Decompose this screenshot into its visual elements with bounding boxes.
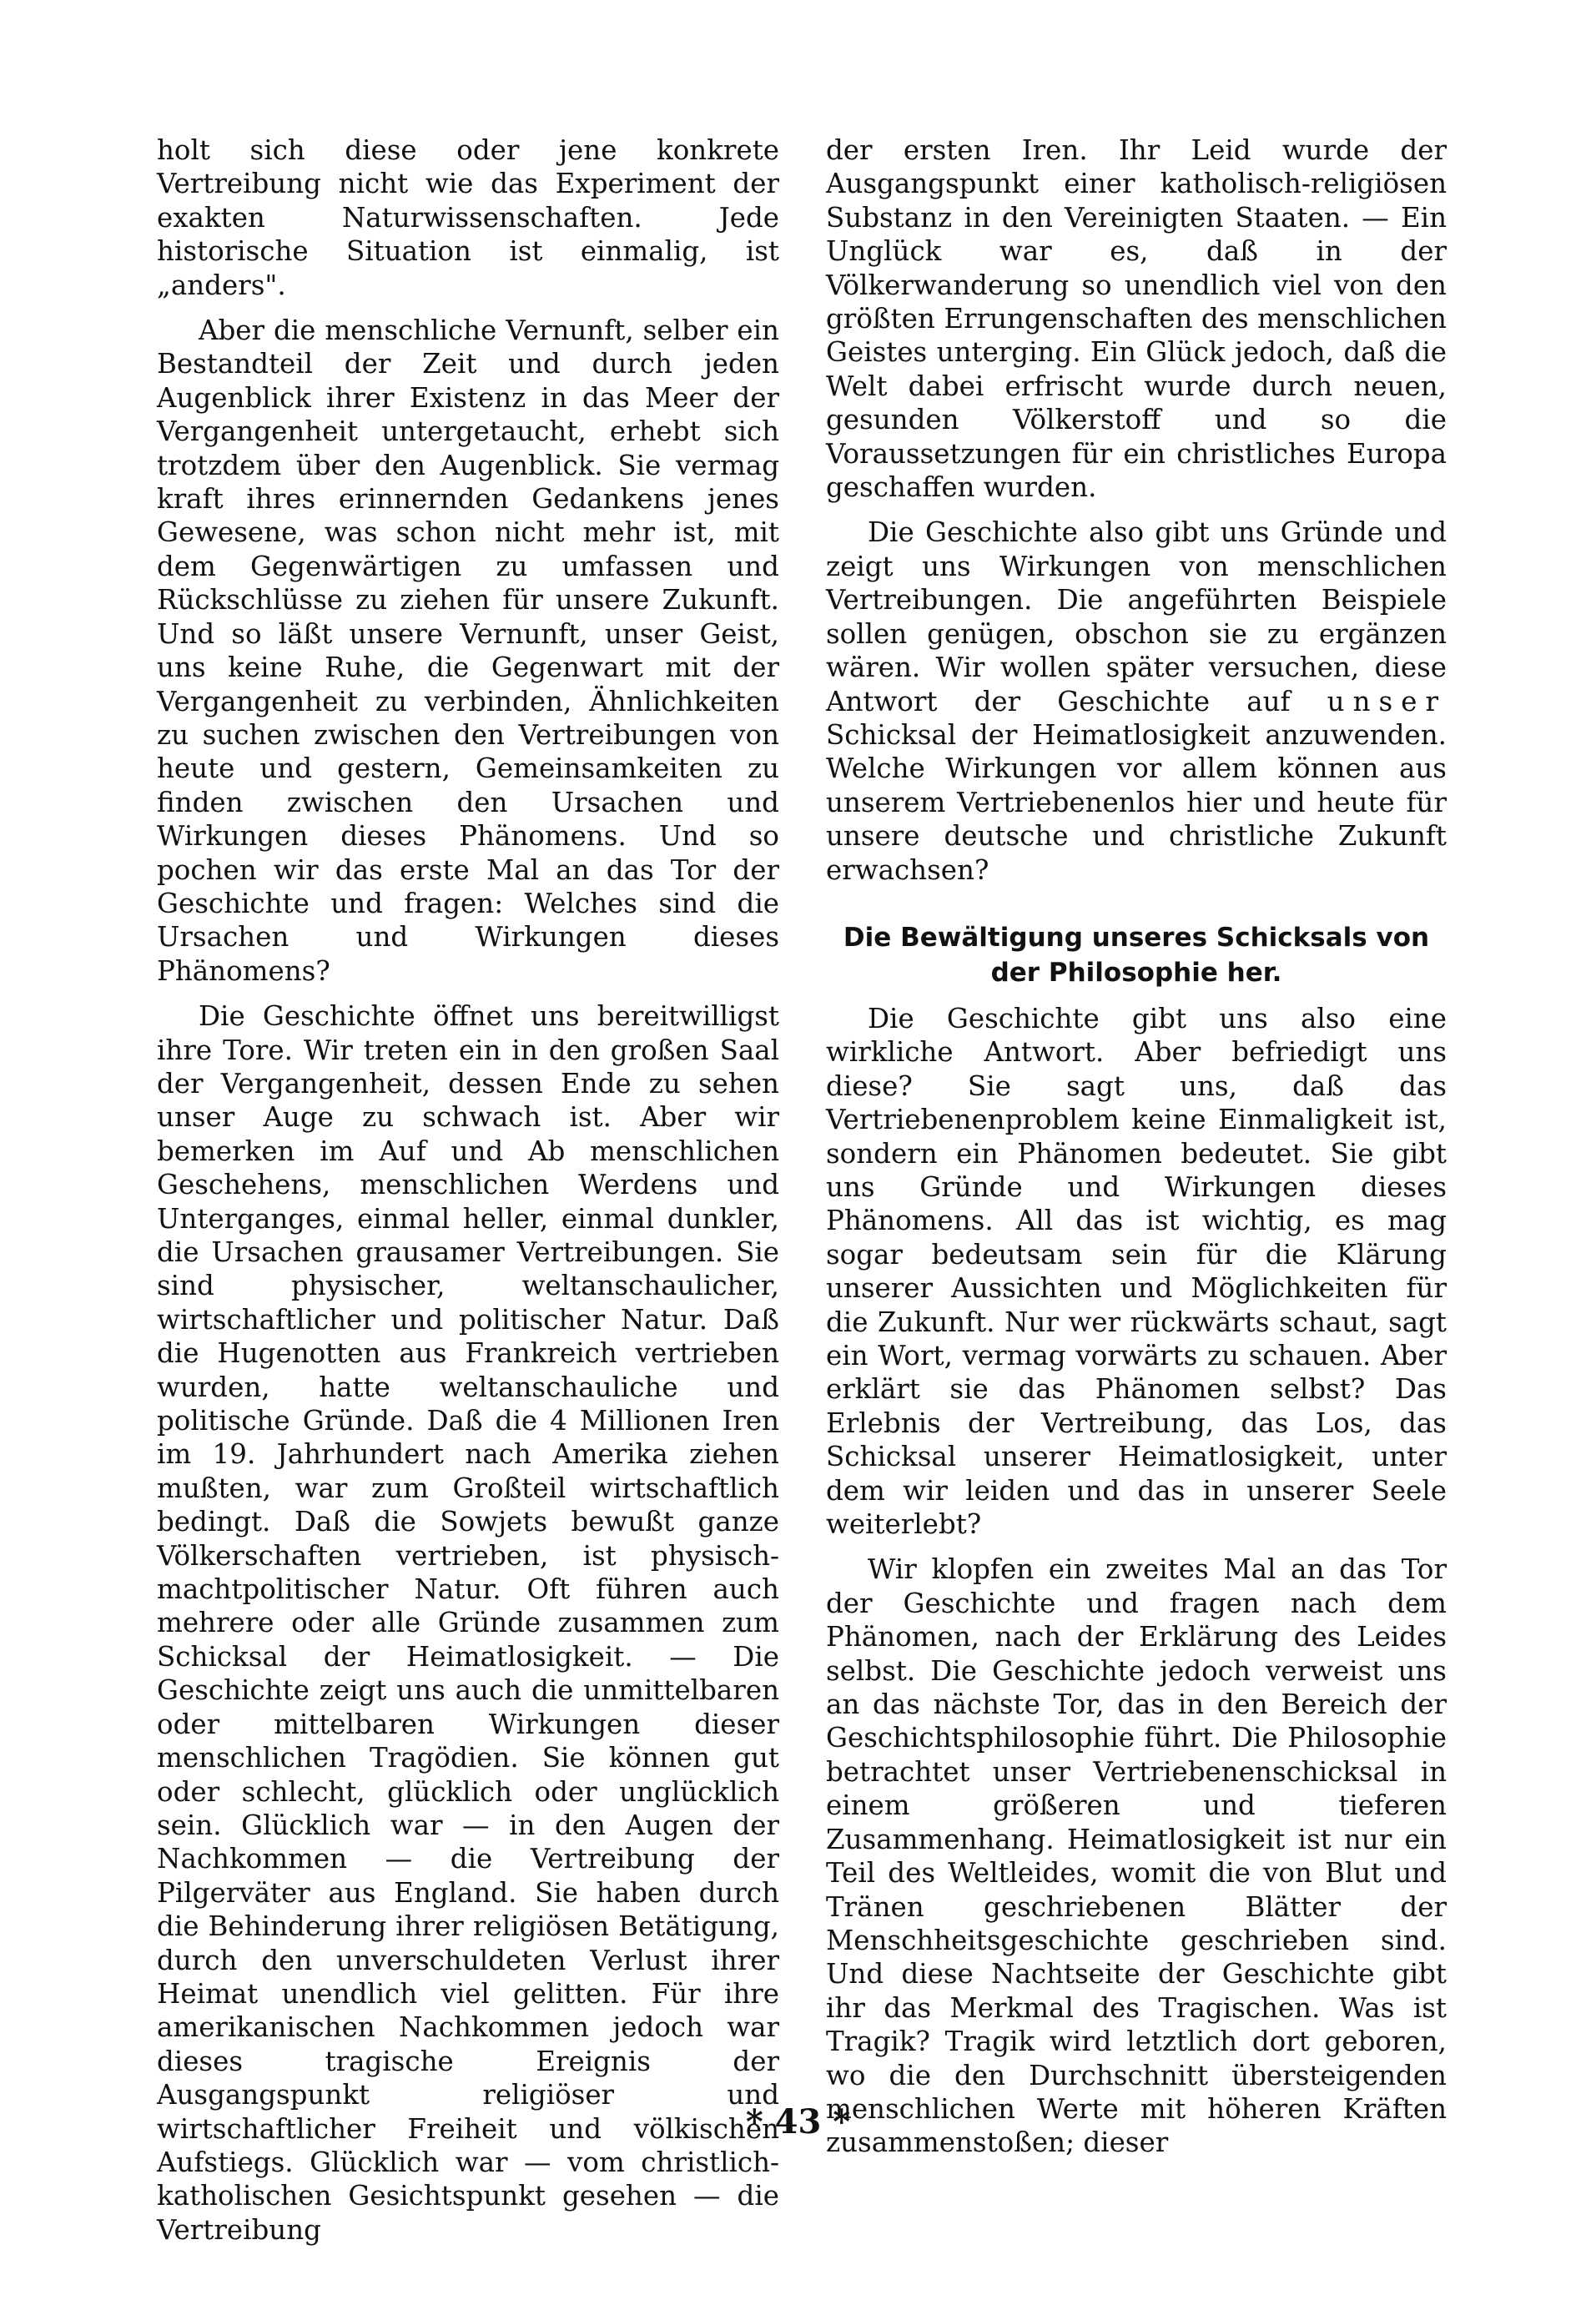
paragraph: der ersten Iren. Ihr Leid wurde der Ausgangspunkt einer katholisch-religiösen Substanz in den Vereinigten Staaten. — Ein Unglück war es, daß in der Völkerwanderung so unendlich viel von den größten Errungenschaften des menschlichen Geistes unterging. Ein Glück jedoch, daß die Welt dabei erfrischt wurde durch neuen, gesunden Völkerstoff und so die Voraussetzungen für ein christliches Europa geschaffen wurden. (826, 134, 1447, 504)
paragraph: Die Geschichte gibt uns also eine wirkliche Antwort. Aber befriedigt uns diese? Sie sagt uns, daß das Vertriebenenproblem keine Einmaligkeit ist, sondern ein Phänomen bedeutet. Sie gibt uns Gründe und Wirkungen dieses Phänomens. All das ist wichtig, es mag sogar bedeutsam sein für die Klärung unserer Aussichten und Möglichkeiten für die Zukunft. Nur wer rückwärts schaut, sagt ein Wort, vermag vorwärts zu schauen. Aber erklärt sie das Phänomen selbst? Das Erlebnis der Vertreibung, das Los, das Schicksal unserer Heimatlosigkeit, unter dem wir leiden und das in unserer Seele weiterlebt? (826, 1002, 1447, 1541)
emphasized-word: unser (1327, 685, 1447, 717)
left-column (157, 133, 779, 2258)
paragraph: Aber die menschliche Vernunft, selber ein Bestandteil der Zeit und durch jeden Augenblick ihrer Existenz in das Meer der Vergangenheit untergetaucht, erhebt sich trotzdem über den Augenblick. Sie vermag kraft ihres erinnernden Gedankens jenes Gewesene, was schon nicht mehr ist, mit dem Gegenwärtigen zu umfassen und Rückschlüsse zu ziehen für unsere Zukunft. Und so läßt unsere Vernunft, unser Geist, uns keine Ruhe, die Gegenwart mit der Vergangenheit zu verbinden, Ähnlichkeiten zu suchen zwischen den Vertreibungen von heute und gestern, Gemeinsamkeiten zu finden zwischen den Ursachen und Wirkungen dieses Phänomens. Und so pochen wir das erste Mal an das Tor der Geschichte und fragen: Welches sind die Ursachen und Wirkungen dieses Phänomens? (157, 315, 779, 987)
text-run: Die Geschichte also gibt uns Gründe und zeigt uns Wirkungen von menschlichen Vertreibungen. Die angeführten Beispiele sollen genügen, obschon sie zu ergänzen wären. Wir wollen später versuchen, diese Antwort der Geschichte auf (826, 516, 1447, 717)
section-heading: Die Bewältigung unseres Schicksals von der Philosophie her. (843, 922, 1430, 988)
paragraph: Wir klopfen ein zweites Mal an das Tor der Geschichte und fragen nach dem Phänomen, nach der Erklärung des Leides selbst. Die Geschichte jedoch verweist uns an das nächste Tor, das in den Bereich der Geschichtsphilosophie führt. Die Philosophie betrachtet unser Vertriebenenschicksal in einem größeren und tieferen Zusammenhang. Heimatlosigkeit ist nur ein Teil des Weltleides, womit die von Blut und Tränen geschriebenen Blätter der Menschheitsgeschichte geschrieben sind. Und diese Nachtseite der Geschichte gibt ihr das Merkmal des Tragischen. Was ist Tragik? Tragik wird letztlich dort geboren, wo die den Durchschnitt übersteigenden menschlichen Werte mit höheren Kräften zusammenstoßen; dieser (826, 1553, 1447, 2159)
text-run: Schicksal der Heimatlosigkeit anzuwenden. Welche Wirkungen vor allem können aus unserem Vertriebenenlos hier und heute für unsere deutsche und christliche Zukunft erwachsen? (826, 718, 1447, 886)
right-column (826, 133, 1447, 2172)
paragraph: holt sich diese oder jene konkrete Vertreibung nicht wie das Experiment der exakten Naturwissenschaften. Jede historische Situation ist einmalig, ist „anders". (157, 134, 779, 301)
paragraph (826, 516, 1447, 886)
paragraph: Die Geschichte öffnet uns bereitwilligst ihre Tore. Wir treten ein in den großen Saal der Vergangenheit, dessen Ende zu sehen unser Auge zu schwach ist. Aber wir bemerken im Auf und Ab menschlichen Geschehens, menschlichen Werdens und Unterganges, einmal heller, einmal dunkler, die Ursachen grausamer Vertreibungen. Sie sind physischer, weltanschaulicher, wirtschaftlicher und politischer Natur. Daß die Hugenotten aus Frankreich vertrieben wurden, hatte weltanschauliche und politische Gründe. Daß die 4 Millionen Iren im 19. Jahrhundert nach Amerika ziehen mußten, war zum Großteil wirtschaftlich bedingt. Daß die Sowjets bewußt ganze Völkerschaften vertrieben, ist physisch-machtpolitischer Natur. Oft führen auch mehrere oder alle Gründe zusammen zum Schicksal der Heimatlosigkeit. — Die Geschichte zeigt uns auch die unmittelbaren oder mittelbaren Wirkungen dieser menschlichen Tragödien. Sie können gut oder schlecht, glücklich oder unglücklich sein. Glücklich war — in den Augen der Nachkommen — die Vertreibung der Pilgerväter aus England. Sie haben durch die Behinderung ihrer religiösen Betätigung, durch den unverschuldeten Verlust ihrer Heimat unendlich viel gelitten. Für ihre amerikanischen Nachkommen jedoch war dieses tragische Ereignis der Ausgangspunkt religiöser und wirtschaftlicher Freiheit und völkischen Aufstiegs. Glücklich war — vom christlich-katholischen Gesichtspunkt gesehen — die Vertreibung (157, 1000, 779, 2246)
page-number: * 43 * (745, 2102, 851, 2141)
